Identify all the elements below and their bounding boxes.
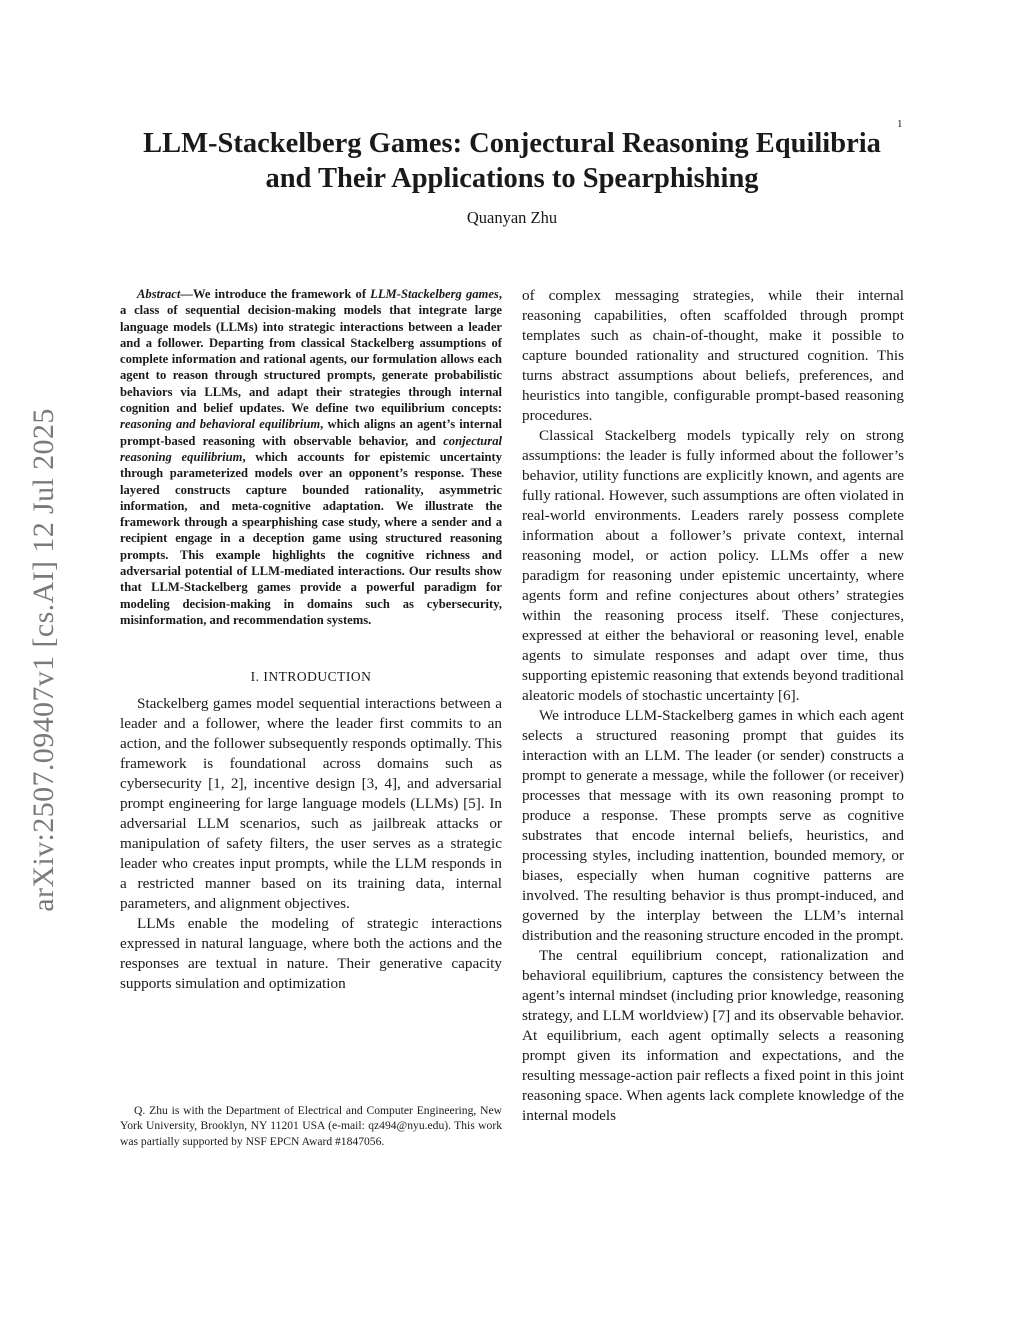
page-number: 1	[897, 118, 903, 130]
body-paragraph: LLMs enable the modeling of strategic interactions expressed in natural language, where both the actions and the responses are textual in nature. Their generative capacity supports simulation and optimization	[120, 915, 502, 993]
abstract-text: , which accounts for epistemic uncertainty through parameterized models over an opponent’s response. These layered constructs capture bounded rationality, asymmetric information, and meta-cognitive adaptation. We illustrate the framework through a spearphishing case study, where a sender and a recipient engage in a deception game using structured reasoning prompts. This example highlights the cognitive richness and adversarial potential of LLM-mediated interactions. Our results show that LLM-Stackelberg games provide a powerful paradigm for modeling decision-making in domains such as cybersecurity, misinformation, and recommendation systems.	[120, 449, 502, 627]
body-paragraph: We introduce LLM-Stackelberg games in which each agent selects a structured reasoning prompt that guides its interaction with an LLM. The leader (or sender) constructs a prompt to generate a message, while the follower (or receiver) processes that message with its own reasoning prompt to produce a response. These prompts serve as cognitive substrates that encode internal beliefs, heuristics, and processing styles, including inattention, bounded memory, or biases, especially when human cognitive patterns are involved. The resulting behavior is thus prompt-induced, and governed by the interplay between the LLM’s internal distribution and the reasoning structure encoded in the prompt.	[522, 707, 904, 944]
abstract-text: , a class of sequential decision-making models that integrate large language models (LLMs) into strategic interactions between a leader and a follower. Departing from classical Stackelberg assumptions of complete information and rational agents, our formulation allows each agent to reason through structured prompts, generate probabilistic behaviors via LLMs, and adapt their strategies through internal cognition and belief updates. We define two equilibrium concepts:	[120, 287, 502, 416]
abstract-text: We introduce the framework of	[192, 287, 371, 301]
body-paragraph: The central equilibrium concept, rationalization and behavioral equilibrium, captures the consistency between the agent’s internal mindset (including prior knowledge, reasoning strategy, and LLM worldview) [7] and its observable behavior. At equilibrium, each agent optimally selects a reasoning prompt given its information and expectations, and the resulting message-action pair reflects a fixed point in this joint reasoning space. When agents lack complete knowledge of the internal models	[522, 947, 904, 1124]
section-heading-introduction: I. INTRODUCTION	[250, 669, 372, 685]
abstract-emphasis: LLM-Stackelberg games	[370, 287, 499, 301]
author-footnote: Q. Zhu is with the Department of Electrical and Computer Engineering, New York University, Brooklyn, NY 11201 USA (e-mail: qz494@nyu.edu). This work was partially supported by NSF EPCN Award #1847056.	[120, 1104, 502, 1148]
abstract-emphasis: reasoning and behavioral equilibrium	[120, 417, 321, 432]
body-paragraph: Classical Stackelberg models typically rely on strong assumptions: the leader is fully informed about the follower’s behavior, utility functions are explicitly known, and agents are fully rational. However, such assumptions are often violated in real-world environments. Leaders rarely possess complete information about a follower’s private context, internal reasoning model, or action policy. LLMs offer a new paradigm for reasoning under epistemic uncertainty, where agents form and refine conjectures about others’ strategies within the reasoning process itself. These conjectures, expressed at either the behavioral or reasoning level, enable agents to simulate responses and adapt over time, thus supporting epistemic reasoning that extends beyond traditional aleatoric models of stochastic uncertainty [6].	[522, 427, 904, 704]
abstract-text: , which aligns an agent’s internal prompt-based reasoning with observable behavior, and	[120, 417, 502, 448]
right-column	[522, 286, 904, 1126]
arxiv-identifier-stamp: arXiv:2507.09407v1 [cs.AI] 12 Jul 2025	[27, 408, 60, 912]
abstract-emphasis: conjectural reasoning equilibrium	[120, 433, 502, 464]
author-name: Quanyan Zhu	[466, 208, 558, 227]
body-paragraph: Stackelberg games model sequential interactions between a leader and a follower, where the leader first commits to an action, and the follower subsequently responds optimally. This framework is foundational across domains such as cybersecurity [1, 2], incentive design [3, 4], and adversarial prompt engineering for large language models (LLMs) [5]. In adversarial LLM scenarios, such as jailbreak attacks or manipulation of safety filters, the user serves as a strategic leader who creates input prompts, while the LLM responds in a restricted manner based on its training data, internal parameters, and alignment objectives.	[120, 695, 502, 913]
left-column	[120, 286, 502, 994]
abstract	[120, 286, 502, 628]
paper-title: LLM-Stackelberg Games: Conjectural Reasoning Equilibria and Their Applications to Spearphishing	[143, 128, 881, 194]
abstract-label: Abstract—	[137, 287, 193, 301]
body-paragraph: of complex messaging strategies, while their internal reasoning capabilities, often scaffolded through prompt templates such as chain-of-thought, make it possible to capture bounded rationality and structured cognition. This turns abstract assumptions about beliefs, preferences, and heuristics into tangible, configurable prompt-based reasoning procedures.	[522, 287, 904, 424]
